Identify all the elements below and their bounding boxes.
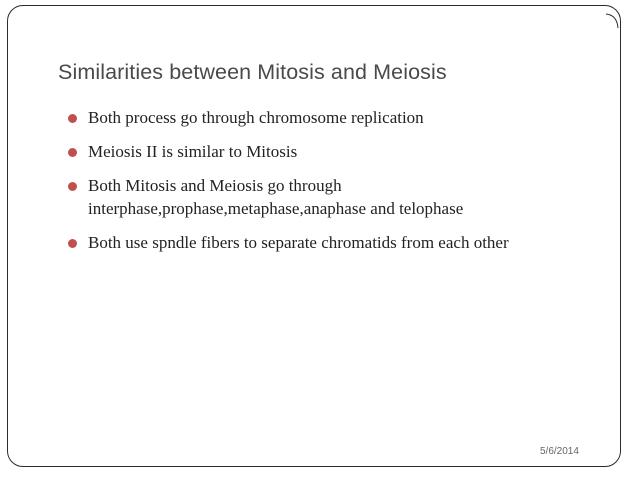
bullet-text: Meiosis II is similar to Mitosis — [88, 142, 298, 161]
slide-date: 5/6/2014 — [540, 446, 579, 457]
bullet-text: Both Mitosis and Meiosis go through interphase,prophase,metaphase,anaphase and telophase — [88, 176, 464, 218]
list-item — [68, 106, 568, 129]
list-item — [68, 174, 568, 220]
bullet-icon — [68, 239, 77, 248]
bullet-text: Both process go through chromosome replication — [88, 108, 424, 127]
bullet-icon — [68, 148, 77, 157]
list-item — [68, 231, 568, 254]
bullet-icon — [68, 114, 77, 123]
list-item — [68, 140, 568, 163]
bullet-list — [68, 106, 568, 265]
slide-title: Similarities between Mitosis and Meiosis — [58, 60, 447, 84]
page-curl-icon — [605, 13, 619, 29]
bullet-text: Both use spndle fibers to separate chromatids from each other — [88, 233, 509, 252]
bullet-icon — [68, 182, 77, 191]
